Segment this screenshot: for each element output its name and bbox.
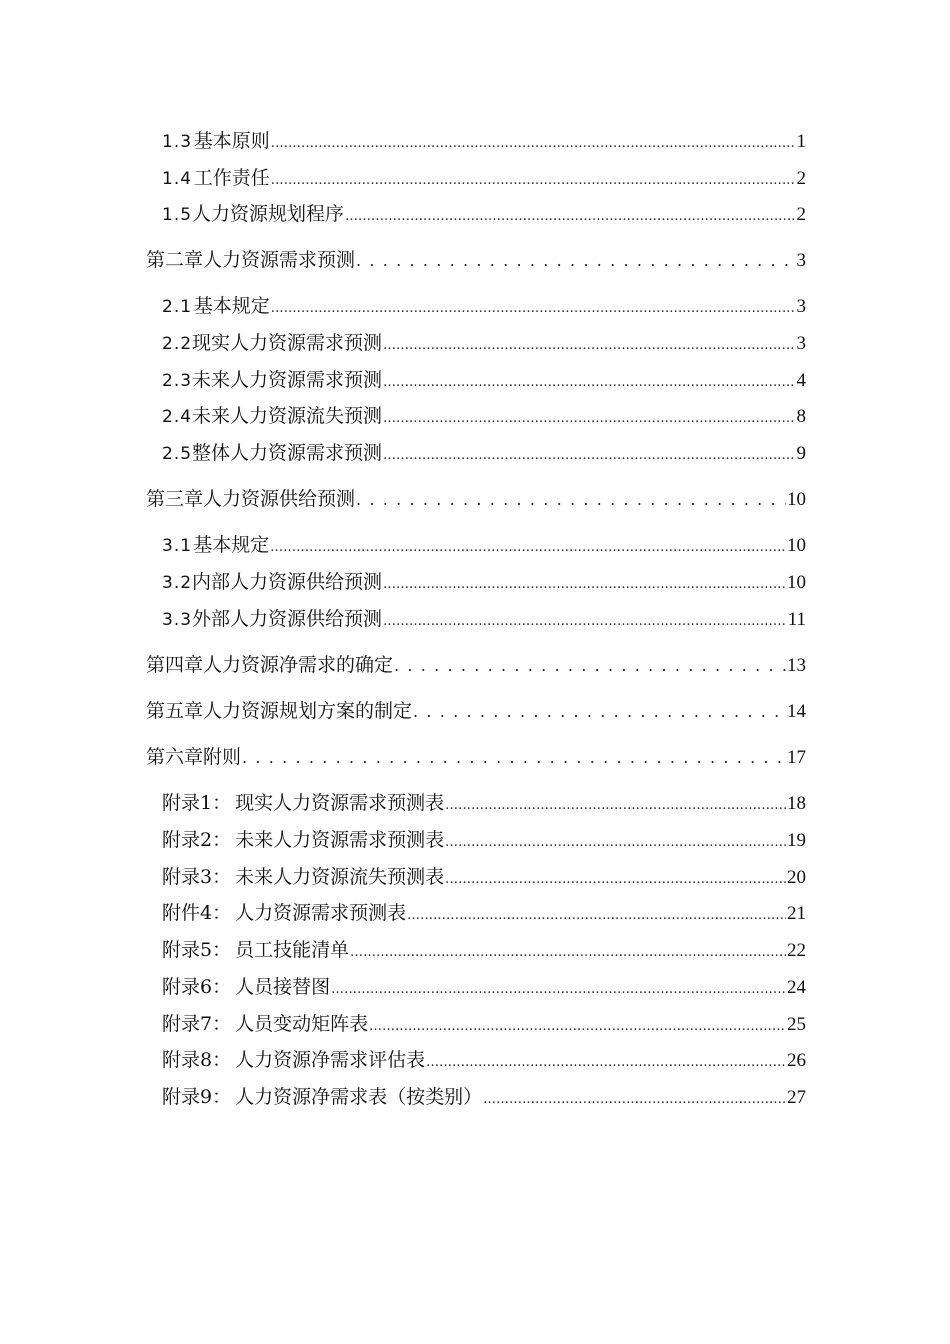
toc-leader-dots <box>383 367 795 396</box>
toc-page-number: 9 <box>796 443 806 464</box>
toc-entry[interactable] <box>162 440 806 469</box>
toc-appendix-label: 附录5： <box>162 939 232 961</box>
toc-page-number: 18 <box>787 793 806 814</box>
toc-title: 人力资源需求预测 <box>203 249 356 271</box>
toc-appendix-label: 附录9： <box>162 1086 232 1108</box>
toc-leader-dots <box>369 1011 786 1040</box>
toc-title: 人员变动矩阵表 <box>235 1013 369 1035</box>
toc-page-number: 8 <box>796 406 806 427</box>
toc-leader-dots <box>383 403 795 432</box>
toc-appendix-label: 附录6： <box>162 976 232 998</box>
toc-leader-dots <box>270 532 786 561</box>
toc-chapter-entry[interactable] <box>146 744 806 771</box>
toc-entry[interactable] <box>162 569 806 598</box>
toc-chapter-number: 第四章 <box>146 654 204 676</box>
toc-page-number: 10 <box>787 489 806 510</box>
toc-leader-dots <box>242 744 786 771</box>
toc-title: 未来人力资源需求预测表 <box>235 829 445 851</box>
toc-page-number: 3 <box>796 333 806 354</box>
toc-page-number: 14 <box>787 701 806 722</box>
toc-leader-dots <box>445 864 786 893</box>
toc-page-number: 17 <box>787 747 806 768</box>
toc-page-number: 24 <box>787 977 806 998</box>
toc-leader-dots <box>356 247 795 274</box>
toc-page-number: 22 <box>787 940 806 961</box>
toc-leader-dots <box>426 1047 786 1076</box>
toc-number: 1.5 <box>162 205 193 225</box>
toc-leader-dots <box>383 569 786 598</box>
toc-title: 人力资源规划程序 <box>192 203 345 225</box>
toc-title: 未来人力资源流失预测 <box>192 405 383 427</box>
toc-chapter-number: 第五章 <box>146 700 204 722</box>
toc-leader-dots <box>271 165 796 194</box>
toc-title: 现实人力资源需求预测 <box>192 332 383 354</box>
toc-leader-dots <box>350 937 786 966</box>
toc-leader-dots <box>394 652 786 679</box>
toc-title: 人力资源净需求评估表 <box>235 1049 426 1071</box>
toc-appendix-label: 附录8： <box>162 1049 232 1071</box>
toc-title: 人力资源需求预测表 <box>235 902 407 924</box>
toc-number: 3.2 <box>162 573 193 593</box>
toc-appendix-label: 附件4： <box>162 902 232 924</box>
toc-leader-dots <box>345 201 795 230</box>
toc-chapter-entry[interactable] <box>146 247 806 274</box>
toc-title: 人力资源净需求表（按类别） <box>235 1086 483 1108</box>
toc-number: 2.3 <box>162 371 193 391</box>
toc-page-number: 3 <box>796 296 806 317</box>
toc-leader-dots <box>413 698 786 725</box>
toc-appendix-label: 附录3： <box>162 866 232 888</box>
toc-page-number: 25 <box>787 1014 806 1035</box>
toc-page-number: 2 <box>796 204 806 225</box>
toc-title: 整体人力资源需求预测 <box>192 442 383 464</box>
toc-title: 未来人力资源需求预测 <box>192 369 383 391</box>
toc-appendix-entry[interactable] <box>162 1011 806 1040</box>
toc-entry[interactable] <box>162 128 806 157</box>
toc-leader-dots <box>331 974 786 1003</box>
toc-page-number: 4 <box>796 370 806 391</box>
toc-entry[interactable] <box>162 403 806 432</box>
toc-chapter-number: 第六章 <box>146 746 204 768</box>
toc-page-number: 11 <box>787 609 806 630</box>
toc-title: 外部人力资源供给预测 <box>192 608 383 630</box>
toc-title: 工作责任 <box>193 167 270 189</box>
toc-title: 人力资源净需求的确定 <box>203 654 394 676</box>
toc-number: 1.3 <box>162 132 193 152</box>
toc-title: 人力资源供给预测 <box>203 488 356 510</box>
toc-leader-dots <box>445 827 786 856</box>
toc-chapter-entry[interactable] <box>146 652 806 679</box>
toc-number: 2.4 <box>162 407 193 427</box>
toc-appendix-label: 附录7： <box>162 1013 232 1035</box>
toc-leader-dots <box>407 900 786 929</box>
toc-page-number: 27 <box>787 1087 806 1108</box>
toc-page-number: 1 <box>796 131 806 152</box>
toc-title: 附则 <box>203 746 242 768</box>
toc-chapter-number: 第二章 <box>146 249 204 271</box>
toc-title: 基本原则 <box>193 130 270 152</box>
toc-appendix-entry[interactable] <box>162 1047 806 1076</box>
toc-page-number: 19 <box>787 830 806 851</box>
toc-entry[interactable] <box>162 165 806 194</box>
toc-entry[interactable] <box>162 293 806 322</box>
toc-leader-dots <box>445 790 786 819</box>
toc-page-number: 3 <box>796 250 806 271</box>
toc-leader-dots <box>383 606 787 635</box>
toc-page-number: 13 <box>787 655 806 676</box>
toc-number: 1.4 <box>162 169 193 189</box>
toc-page-number: 10 <box>787 535 806 556</box>
toc-leader-dots <box>383 330 795 359</box>
toc-page-number: 10 <box>787 572 806 593</box>
toc-title: 现实人力资源需求预测表 <box>235 792 445 814</box>
toc-appendix-entry[interactable] <box>162 937 806 966</box>
toc-title: 基本规定 <box>193 295 270 317</box>
toc-title: 未来人力资源流失预测表 <box>235 866 445 888</box>
toc-number: 2.1 <box>162 297 193 317</box>
toc-chapter-number: 第三章 <box>146 488 204 510</box>
toc-appendix-entry[interactable] <box>162 1084 806 1113</box>
toc-title: 人员接替图 <box>235 976 331 998</box>
toc-appendix-label: 附录2： <box>162 829 232 851</box>
toc-chapter-entry[interactable] <box>146 698 806 725</box>
toc-leader-dots <box>271 293 796 322</box>
toc-title: 基本规定 <box>193 534 270 556</box>
toc-page-number: 20 <box>787 867 806 888</box>
toc-leader-dots <box>483 1084 786 1113</box>
toc-title: 人力资源规划方案的制定 <box>203 700 413 722</box>
toc-appendix-entry[interactable] <box>162 827 806 856</box>
toc-page-number: 21 <box>787 903 806 924</box>
toc-leader-dots <box>271 128 796 157</box>
toc-number: 3.1 <box>162 536 193 556</box>
toc-leader-dots <box>383 440 795 469</box>
toc-chapter-entry[interactable] <box>146 486 806 513</box>
toc-appendix-entry[interactable] <box>162 900 806 929</box>
toc-entry[interactable] <box>162 606 806 635</box>
toc-entry[interactable] <box>162 532 806 561</box>
toc-page-number: 2 <box>796 168 806 189</box>
toc-appendix-label: 附录1： <box>162 792 232 814</box>
toc-number: 3.3 <box>162 610 193 630</box>
toc-title: 员工技能清单 <box>235 939 350 961</box>
toc-entry[interactable] <box>162 367 806 396</box>
toc-title: 内部人力资源供给预测 <box>192 571 383 593</box>
toc-number: 2.5 <box>162 444 193 464</box>
toc-appendix-entry[interactable] <box>162 790 806 819</box>
toc-leader-dots <box>356 486 786 513</box>
toc-entry[interactable] <box>162 330 806 359</box>
toc-appendix-entry[interactable] <box>162 864 806 893</box>
toc-number: 2.2 <box>162 334 193 354</box>
toc-appendix-entry[interactable] <box>162 974 806 1003</box>
toc-entry[interactable] <box>162 201 806 230</box>
toc-page-number: 26 <box>787 1050 806 1071</box>
